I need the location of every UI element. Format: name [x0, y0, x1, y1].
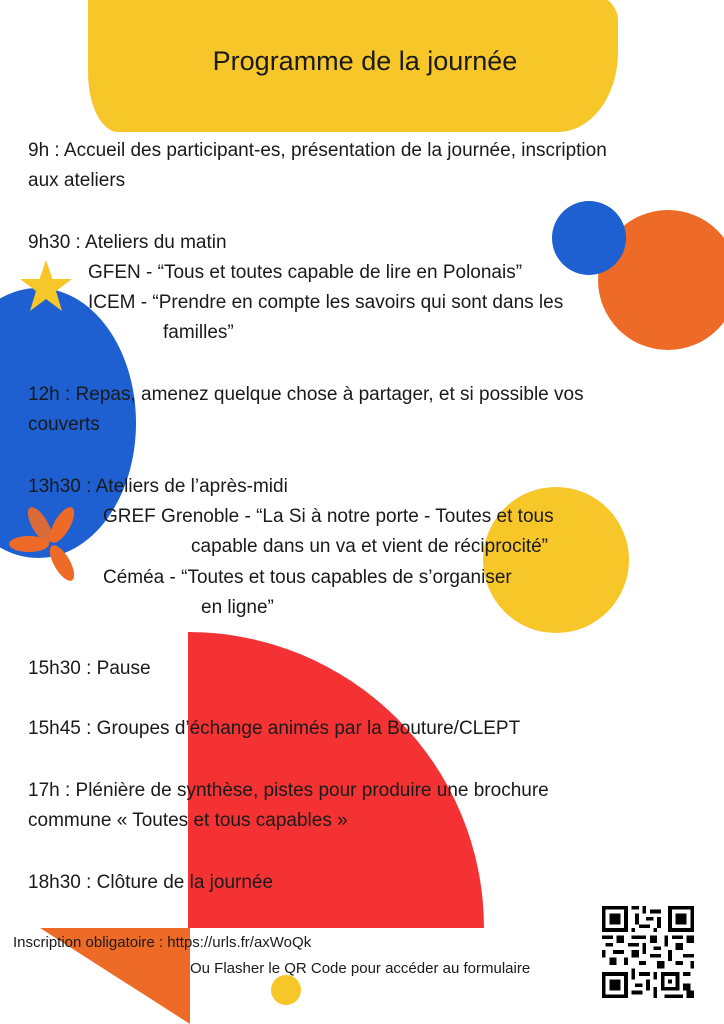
schedule-item-17h: 17h : Plénière de synthèse, pistes pour produire une brochure: [28, 780, 549, 801]
qr-code-icon[interactable]: [602, 906, 694, 998]
schedule-item-15h45: 15h45 : Groupes d’échange animés par la Bouture/CLEPT: [28, 718, 521, 739]
star-icon: [18, 260, 74, 314]
workshop-icem: ICEM - “Prendre en compte les savoirs qui sont dans les: [88, 292, 564, 313]
inscription-link[interactable]: https://urls.fr/axWoQk: [167, 934, 312, 951]
schedule-item-15h30: 15h30 : Pause: [28, 658, 151, 679]
workshop-gref-cont: capable dans un va et vient de réciprocité”: [191, 536, 548, 557]
workshop-cemea: Céméa - “Toutes et tous capables de s’organiser: [103, 567, 512, 588]
schedule-item-18h30: 18h30 : Clôture de la journée: [28, 872, 274, 893]
workshop-gfen: GFEN - “Tous et toutes capable de lire en Polonais”: [88, 262, 523, 283]
schedule-item-12h: 12h : Repas, amenez quelque chose à partager, et si possible vos: [28, 384, 584, 405]
page-title: Programme de la journée: [212, 46, 518, 76]
inscription-label: Inscription obligatoire :: [13, 934, 164, 951]
workshop-cemea-cont: en ligne”: [201, 597, 274, 618]
small-blue-circle-decoration: [552, 201, 626, 275]
workshop-icem-cont: familles”: [163, 322, 234, 343]
yellow-dot-decoration: [271, 975, 301, 1005]
schedule-item-12h-cont: couverts: [28, 414, 100, 435]
schedule-item-13h30: 13h30 : Ateliers de l’après-midi: [28, 476, 288, 497]
schedule-item-9h: 9h : Accueil des participant-es, présentation de la journée, inscription: [28, 140, 607, 161]
workshop-gref: GREF Grenoble - “La Si à notre porte - Toutes et tous: [103, 506, 554, 527]
schedule-item-9h-cont: aux ateliers: [28, 170, 126, 191]
qr-code-hint: Ou Flasher le QR Code pour accéder au formulaire: [190, 960, 531, 977]
schedule-item-17h-cont: commune « Toutes et tous capables »: [28, 810, 348, 831]
flower-icon: [14, 502, 88, 586]
schedule-item-9h30: 9h30 : Ateliers du matin: [28, 232, 227, 253]
